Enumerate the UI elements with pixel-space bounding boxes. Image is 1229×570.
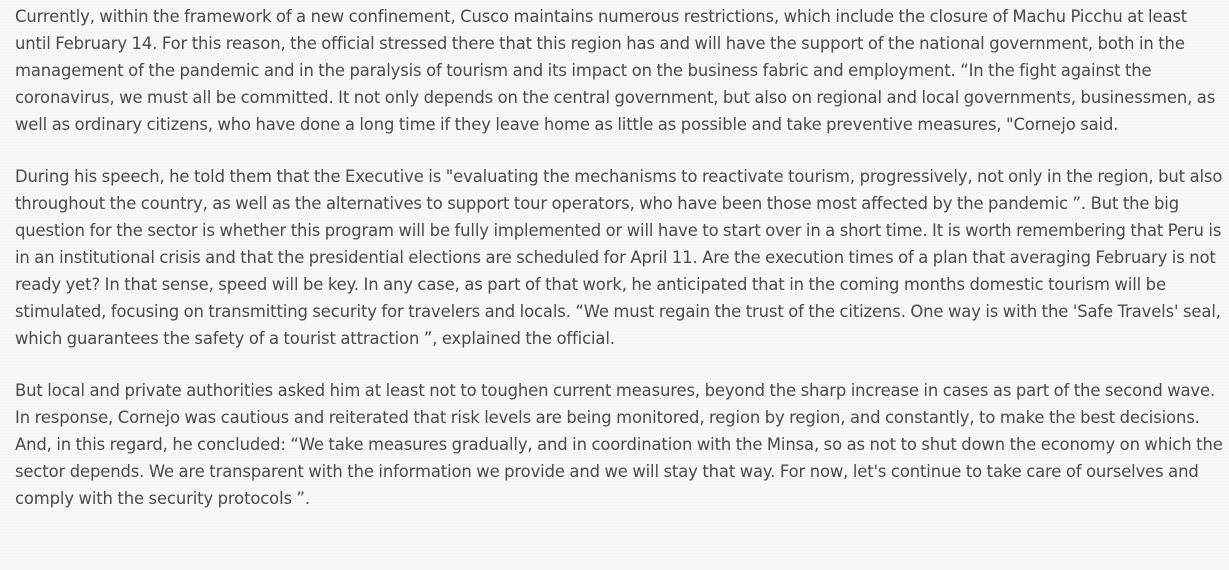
article-body (15, 3, 1223, 512)
paragraph-3: But local and private authorities asked him at least not to toughen current measures, beyond the sharp increase in cases as part of the second wave. In response, Cornejo was cautious and reiterated that risk levels are being monitored, region by region, and constantly, to make the best decisions. And, in this regard, he concluded: “We take measures gradually, and in coordination with the Minsa, so as not to shut down the economy on which the sector depends. We are transparent with the information we provide and we will stay that way. For now, let's continue to take care of ourselves and comply with the security protocols ”. (15, 381, 1223, 508)
paragraph-2: During his speech, he told them that the Executive is "evaluating the mechanisms to reactivate tourism, progressively, not only in the region, but also throughout the country, as well as the alternatives to support tour operators, who have been those most affected by the pandemic ”. But the big question for the sector is whether this program will be fully implemented or will have to start over in a short time. It is worth remembering that Peru is in an institutional crisis and that the presidential elections are scheduled for April 11. Are the execution times of a plan that averaging February is not ready yet? In that sense, speed will be key. In any case, as part of that work, he anticipated that in the coming months domestic tourism will be stimulated, focusing on transmitting security for travelers and locals. “We must regain the trust of the citizens. One way is with the 'Safe Travels' seal, which guarantees the safety of a tourist attraction ”, explained the official. (15, 167, 1223, 348)
paragraph-1: Currently, within the framework of a new confinement, Cusco maintains numerous restrictions, which include the closure of Machu Picchu at least until February 14. For this reason, the official stressed there that this region has and will have the support of the national government, both in the management of the pandemic and in the paralysis of tourism and its impact on the business fabric and employment. “In the fight against the coronavirus, we must all be committed. It not only depends on the central government, but also on regional and local governments, businessmen, as well as ordinary citizens, who have done a long time if they leave home as little as possible and take preventive measures, "Cornejo said. (15, 7, 1216, 134)
